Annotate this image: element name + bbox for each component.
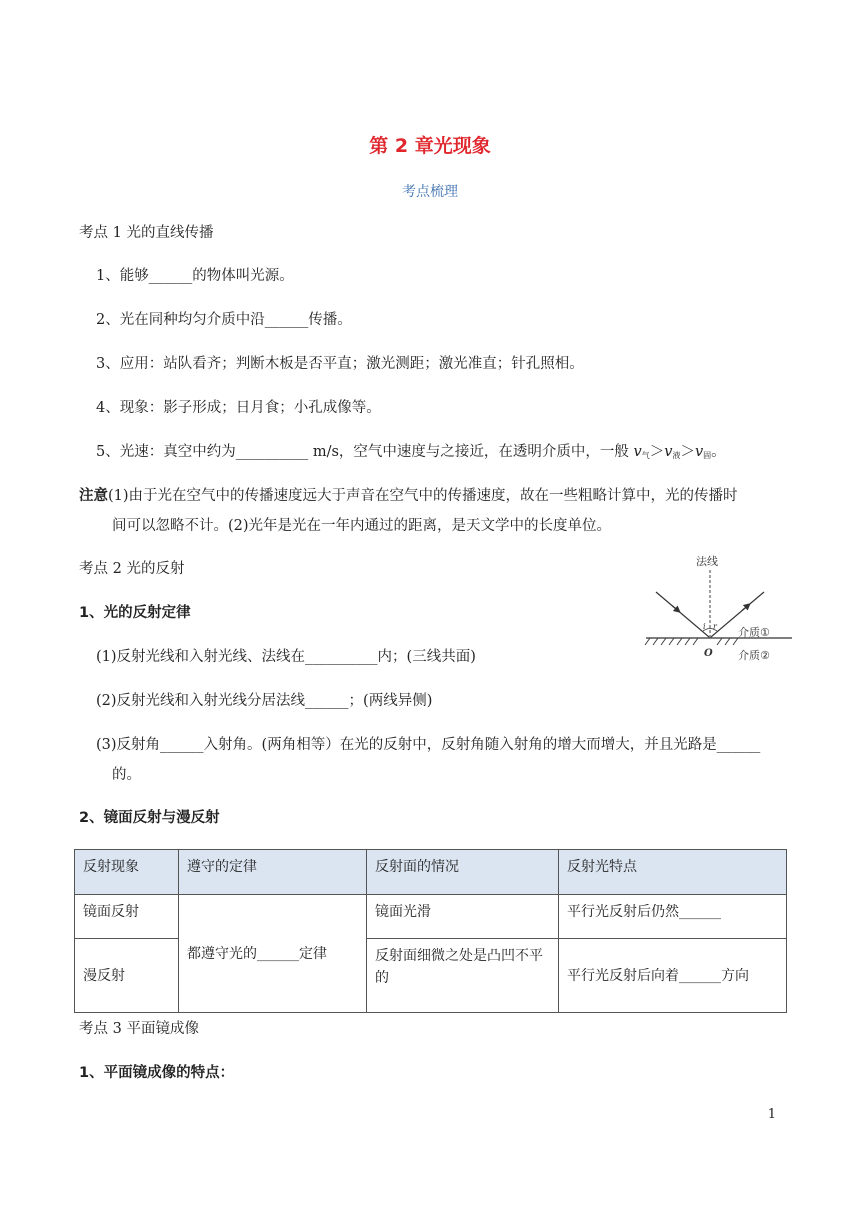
cell-surface: 镜面光滑 (367, 895, 559, 939)
section1-heading: 考点 1 光的直线传播 (79, 225, 214, 241)
header-cell: 反射现象 (75, 850, 179, 895)
v-liquid: v (664, 444, 673, 460)
header-cell: 遵守的定律 (179, 850, 367, 895)
reflected-arrow (742, 605, 748, 610)
reflection-table (74, 849, 787, 1013)
sub-solid: 固 (703, 451, 712, 460)
v-air: v (633, 444, 642, 460)
section1-item-4: 4、现象：影子形成；日月食；小孔成像等。 (96, 400, 381, 416)
cell-type: 镜面反射 (75, 895, 179, 939)
sub-air: 气 (641, 451, 650, 460)
item5-text: 5、光速：真空中约为__________ m/s，空气中速度与之接近，在透明介质中，一般 (96, 444, 634, 460)
cell-law-merged: 都遵守光的______定律 (179, 895, 367, 1013)
incident-arrow (672, 606, 678, 611)
section2-heading: 考点 2 光的反射 (79, 561, 185, 577)
note-label: 注意 (79, 488, 108, 504)
reflection-diagram (642, 552, 794, 662)
table-header-row (75, 850, 787, 895)
cell-type: 漫反射 (75, 939, 179, 1013)
section2-sub-2: 2、镜面反射与漫反射 (79, 810, 220, 826)
medium-2-label: 介质② (738, 649, 770, 662)
law-3-line-2: 的。 (112, 767, 141, 783)
angle-i-label: i (703, 622, 706, 631)
law-3-line-1: (3)反射角______入射角。(两角相等）在光的反射中，反射角随入射角的增大而增大，并且光路是______ (96, 737, 761, 753)
section1-item-1: 1、能够______的物体叫光源。 (96, 268, 294, 284)
normal-label: 法线 (696, 555, 718, 568)
point-o-label: O (704, 648, 713, 659)
section3-heading: 考点 3 平面镜成像 (79, 1021, 199, 1037)
cell-feature: 平行光反射后仍然______ (559, 895, 787, 939)
section1-item-3: 3、应用：站队看齐；判断木板是否平直；激光测距；激光准直；针孔照相。 (96, 356, 584, 372)
gt-2: ＞ (680, 444, 695, 460)
mirror-hatching (645, 638, 738, 645)
gt-1: ＞ (649, 444, 665, 460)
v-solid: v (694, 444, 704, 460)
note-line-1 (79, 484, 738, 505)
note-line-2: 间可以忽略不计。(2)光年是光在一年内通过的距离，是天文学中的长度单位。 (112, 518, 612, 534)
law-1: (1)反射光线和入射光线、法线在__________内；(三线共面) (96, 649, 476, 665)
incident-ray (656, 592, 709, 637)
cell-feature: 平行光反射后向着______方向 (559, 939, 787, 1013)
note-text-1: (1)由于光在空气中的传播速度远大于声音在空气中的传播速度，故在一些粗略计算中，光的传播时 (108, 488, 738, 504)
section1-item-2: 2、光在同种均匀介质中沿______传播。 (96, 312, 352, 328)
medium-1-label: 介质① (738, 626, 770, 639)
section3-sub-1: 1、平面镜成像的特点： (79, 1065, 235, 1081)
header-cell: 反射光特点 (559, 850, 787, 895)
table-row (75, 895, 787, 939)
item5-end: 。 (711, 444, 726, 460)
section1-item-5 (96, 440, 726, 461)
sub-liquid: 液 (672, 451, 681, 460)
page-number: 1 (767, 1107, 776, 1122)
law-2: (2)反射光线和入射光线分居法线______；(两线异侧) (96, 693, 433, 709)
section2-sub-1: 1、光的反射定律 (79, 605, 191, 621)
header-cell: 反射面的情况 (367, 850, 559, 895)
page-title: 第 2 章光现象 (369, 135, 491, 157)
page-subtitle: 考点梳理 (402, 184, 458, 200)
cell-surface: 反射面细微之处是凸凹不平的 (367, 939, 559, 1013)
angle-r-label: r (713, 622, 717, 631)
